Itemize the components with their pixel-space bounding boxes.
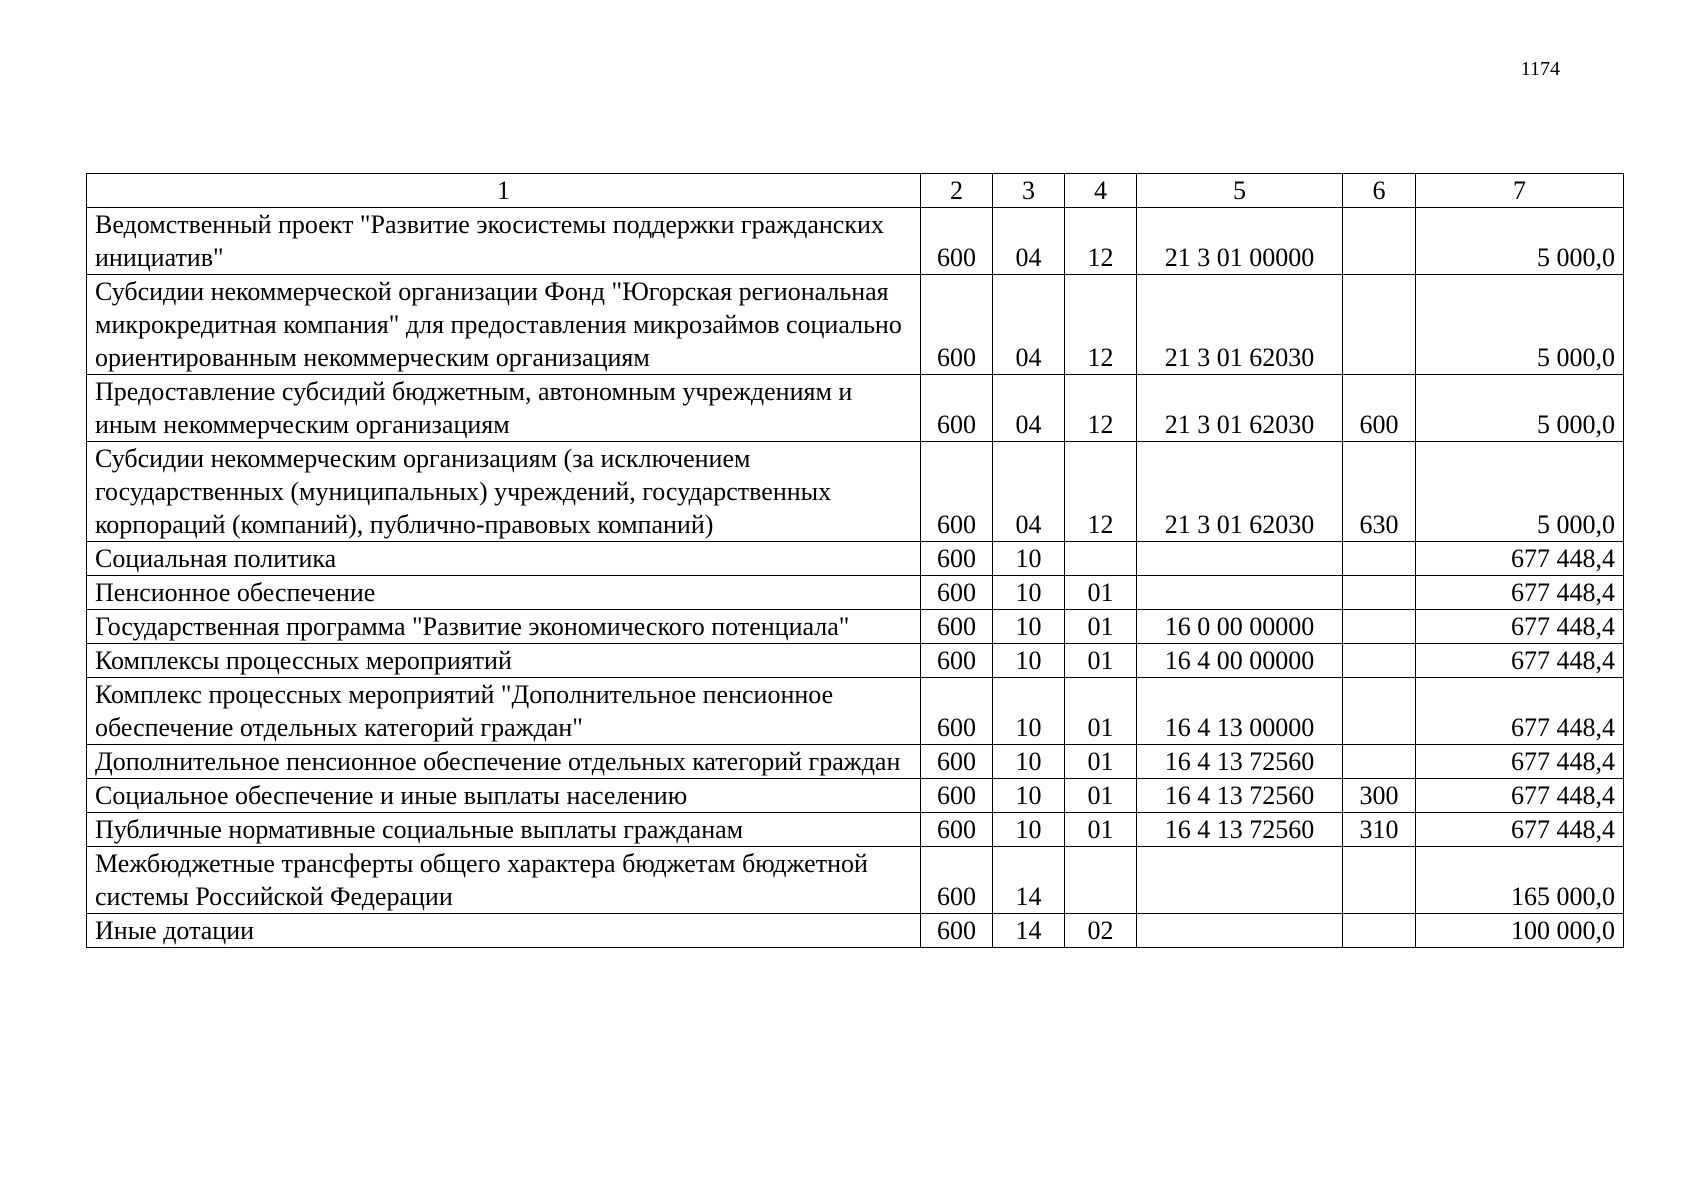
subsection-cell: 12 (1065, 208, 1137, 275)
table-row (87, 208, 1624, 275)
expense-type-cell: 300 (1343, 779, 1416, 813)
section-cell: 10 (993, 610, 1065, 644)
target-article-cell (1137, 576, 1343, 610)
subsection-cell: 12 (1065, 275, 1137, 375)
header-cell: 3 (993, 174, 1065, 208)
expense-type-cell: 600 (1343, 375, 1416, 442)
section-cell: 14 (993, 914, 1065, 948)
amount-cell: 677 448,4 (1416, 813, 1624, 847)
amount-cell: 100 000,0 (1416, 914, 1624, 948)
row-name-cell: Пенсионное обеспечение (87, 576, 921, 610)
target-article-cell (1137, 542, 1343, 576)
expense-type-cell (1343, 745, 1416, 779)
table-row (87, 914, 1624, 948)
header-cell: 1 (87, 174, 921, 208)
section-cell: 10 (993, 542, 1065, 576)
section-cell: 10 (993, 576, 1065, 610)
header-cell: 7 (1416, 174, 1624, 208)
row-name-cell: Межбюджетные трансферты общего характера бюджетам бюджетной системы Российской Федерации (87, 847, 921, 914)
row-name-cell: Предоставление субсидий бюджетным, автономным учреждениям и иным некоммерческим организациям (87, 375, 921, 442)
amount-cell: 677 448,4 (1416, 745, 1624, 779)
table-row (87, 644, 1624, 678)
subsection-cell: 01 (1065, 678, 1137, 745)
admin-code-cell: 600 (921, 813, 993, 847)
expense-type-cell: 310 (1343, 813, 1416, 847)
admin-code-cell: 600 (921, 375, 993, 442)
expense-type-cell (1343, 610, 1416, 644)
table-row (87, 375, 1624, 442)
admin-code-cell: 600 (921, 678, 993, 745)
section-cell: 10 (993, 779, 1065, 813)
admin-code-cell: 600 (921, 275, 993, 375)
section-cell: 14 (993, 847, 1065, 914)
table-body (87, 208, 1624, 948)
expense-type-cell (1343, 644, 1416, 678)
expense-type-cell (1343, 678, 1416, 745)
section-cell: 10 (993, 678, 1065, 745)
target-article-cell: 16 4 13 00000 (1137, 678, 1343, 745)
row-name-cell: Государственная программа "Развитие экономического потенциала" (87, 610, 921, 644)
admin-code-cell: 600 (921, 779, 993, 813)
row-name-cell: Социальное обеспечение и иные выплаты населению (87, 779, 921, 813)
subsection-cell: 01 (1065, 644, 1137, 678)
admin-code-cell: 600 (921, 745, 993, 779)
row-name-cell: Дополнительное пенсионное обеспечение отдельных категорий граждан (87, 745, 921, 779)
amount-cell: 5 000,0 (1416, 442, 1624, 542)
table-row (87, 442, 1624, 542)
amount-cell: 5 000,0 (1416, 275, 1624, 375)
budget-table (86, 173, 1624, 948)
section-cell: 04 (993, 275, 1065, 375)
admin-code-cell: 600 (921, 610, 993, 644)
header-cell: 5 (1137, 174, 1343, 208)
admin-code-cell: 600 (921, 442, 993, 542)
target-article-cell (1137, 847, 1343, 914)
admin-code-cell: 600 (921, 644, 993, 678)
admin-code-cell: 600 (921, 914, 993, 948)
subsection-cell: 01 (1065, 576, 1137, 610)
table-row (87, 576, 1624, 610)
header-row (87, 174, 1624, 208)
amount-cell: 677 448,4 (1416, 610, 1624, 644)
admin-code-cell: 600 (921, 576, 993, 610)
table-row (87, 847, 1624, 914)
amount-cell: 677 448,4 (1416, 644, 1624, 678)
row-name-cell: Социальная политика (87, 542, 921, 576)
expense-type-cell (1343, 847, 1416, 914)
section-cell: 10 (993, 745, 1065, 779)
expense-type-cell (1343, 275, 1416, 375)
expense-type-cell: 630 (1343, 442, 1416, 542)
table-row (87, 745, 1624, 779)
table-row (87, 678, 1624, 745)
section-cell: 04 (993, 442, 1065, 542)
admin-code-cell: 600 (921, 847, 993, 914)
row-name-cell: Субсидии некоммерческой организации Фонд "Югорская региональная микрокредитная компания" для предоставления микрозаймов социально ориентированным некоммерческим организациям (87, 275, 921, 375)
table-row (87, 610, 1624, 644)
table-row (87, 275, 1624, 375)
section-cell: 10 (993, 644, 1065, 678)
target-article-cell (1137, 914, 1343, 948)
subsection-cell: 01 (1065, 813, 1137, 847)
section-cell: 04 (993, 375, 1065, 442)
expense-type-cell (1343, 542, 1416, 576)
amount-cell: 5 000,0 (1416, 375, 1624, 442)
section-cell: 10 (993, 813, 1065, 847)
subsection-cell: 12 (1065, 375, 1137, 442)
table-row (87, 813, 1624, 847)
amount-cell: 5 000,0 (1416, 208, 1624, 275)
header-cell: 6 (1343, 174, 1416, 208)
amount-cell: 677 448,4 (1416, 542, 1624, 576)
subsection-cell: 02 (1065, 914, 1137, 948)
admin-code-cell: 600 (921, 208, 993, 275)
expense-type-cell (1343, 208, 1416, 275)
amount-cell: 677 448,4 (1416, 576, 1624, 610)
target-article-cell: 21 3 01 62030 (1137, 275, 1343, 375)
amount-cell: 165 000,0 (1416, 847, 1624, 914)
amount-cell: 677 448,4 (1416, 678, 1624, 745)
target-article-cell: 16 4 13 72560 (1137, 745, 1343, 779)
row-name-cell: Субсидии некоммерческим организациям (за исключением государственных (муниципальных) учреждений, государственных корпораций (компаний), публично-правовых компаний) (87, 442, 921, 542)
header-cell: 2 (921, 174, 993, 208)
amount-cell: 677 448,4 (1416, 779, 1624, 813)
target-article-cell: 16 4 00 00000 (1137, 644, 1343, 678)
header-cell: 4 (1065, 174, 1137, 208)
row-name-cell: Иные дотации (87, 914, 921, 948)
row-name-cell: Публичные нормативные социальные выплаты гражданам (87, 813, 921, 847)
target-article-cell: 16 4 13 72560 (1137, 813, 1343, 847)
subsection-cell (1065, 542, 1137, 576)
subsection-cell: 01 (1065, 745, 1137, 779)
subsection-cell: 12 (1065, 442, 1137, 542)
admin-code-cell: 600 (921, 542, 993, 576)
subsection-cell (1065, 847, 1137, 914)
target-article-cell: 21 3 01 62030 (1137, 442, 1343, 542)
target-article-cell: 16 0 00 00000 (1137, 610, 1343, 644)
table-row (87, 779, 1624, 813)
subsection-cell: 01 (1065, 779, 1137, 813)
row-name-cell: Комплекс процессных мероприятий "Дополнительное пенсионное обеспечение отдельных категорий граждан" (87, 678, 921, 745)
row-name-cell: Ведомственный проект "Развитие экосистемы поддержки гражданских инициатив" (87, 208, 921, 275)
table-row (87, 542, 1624, 576)
page-number: 1174 (1520, 58, 1560, 80)
target-article-cell: 21 3 01 62030 (1137, 375, 1343, 442)
target-article-cell: 21 3 01 00000 (1137, 208, 1343, 275)
target-article-cell: 16 4 13 72560 (1137, 779, 1343, 813)
subsection-cell: 01 (1065, 610, 1137, 644)
expense-type-cell (1343, 914, 1416, 948)
row-name-cell: Комплексы процессных мероприятий (87, 644, 921, 678)
expense-type-cell (1343, 576, 1416, 610)
section-cell: 04 (993, 208, 1065, 275)
